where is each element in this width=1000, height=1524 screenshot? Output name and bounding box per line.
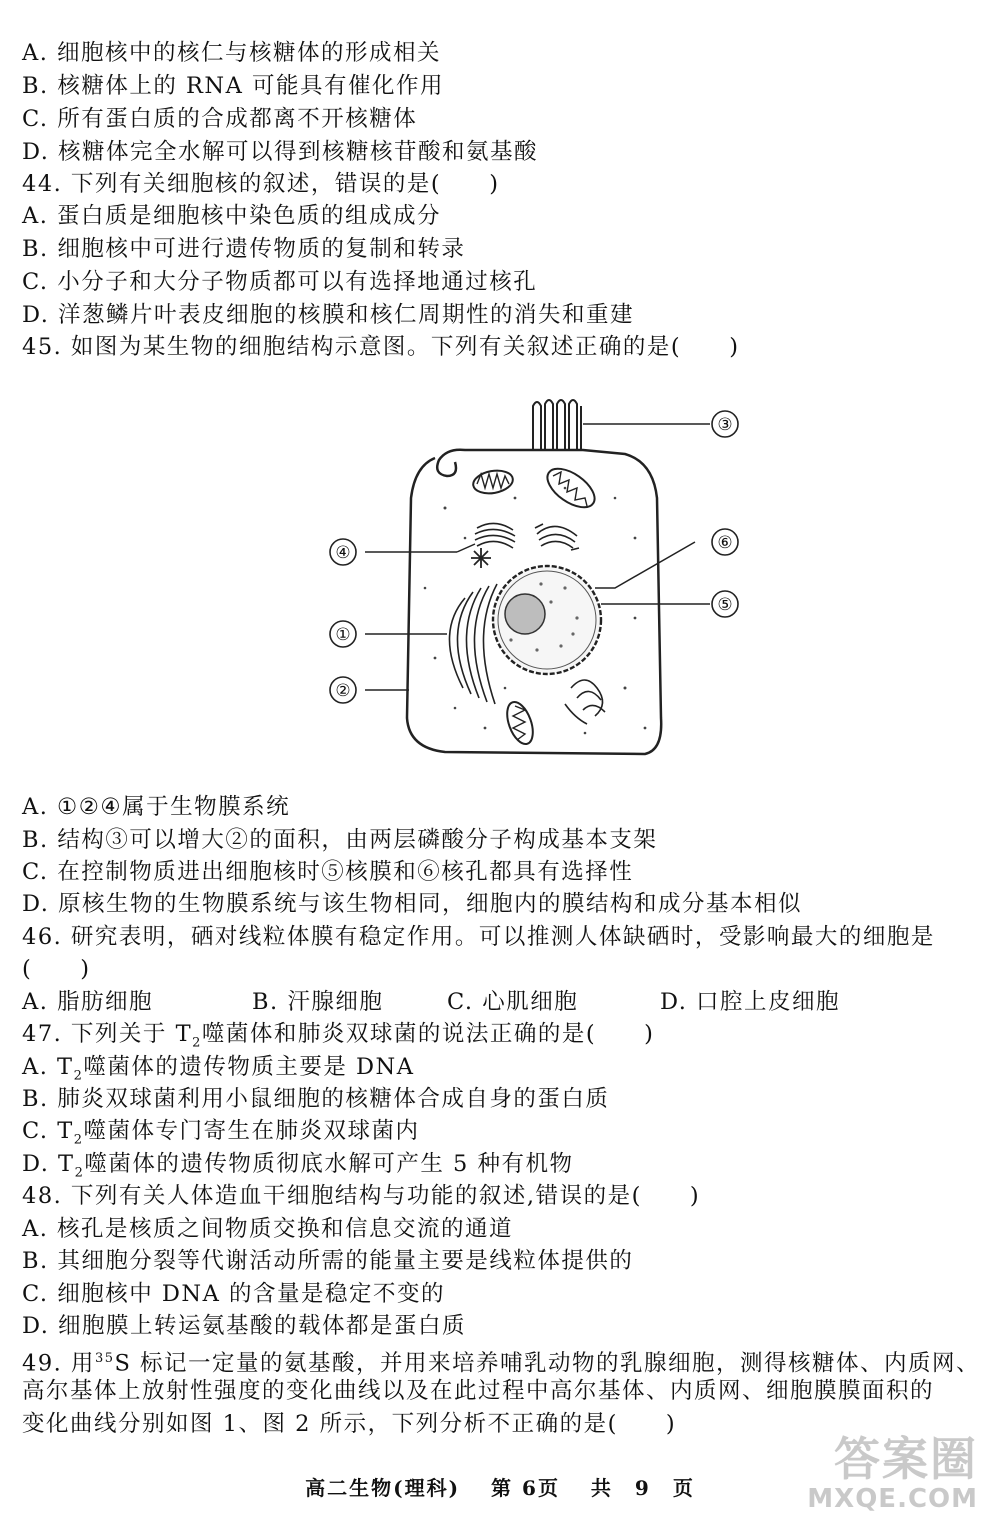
q46-blank: ( ) xyxy=(22,956,91,982)
q46-option-d: D. 口腔上皮细胞 xyxy=(660,989,841,1015)
page-footer: 高二生物(理科) 第 6页 共 9 页 xyxy=(305,1476,695,1500)
q46-option-b: B. 汗腺细胞 xyxy=(252,989,384,1015)
q49-stem-line1: 49. 用$^{35}$S 标记一定量的氨基酸，并用来培养哺乳动物的乳腺细胞，测得核糖体、内质网、 xyxy=(22,1350,981,1377)
label-2: ② xyxy=(335,681,351,701)
q46-option-a: A. 脂肪细胞 xyxy=(22,989,154,1015)
microvilli xyxy=(533,400,581,450)
q43-option-b: B. 核糖体上的 RNA 可能具有催化作用 xyxy=(22,73,445,99)
cell-structure-diagram xyxy=(315,388,855,778)
q44-option-b: B. 细胞核中可进行遗传物质的复制和转录 xyxy=(22,236,466,262)
q47-option-d: D. $T_2$噬菌体的遗传物质彻底水解可产生 5 种有机物 xyxy=(22,1151,574,1181)
label-5: ⑤ xyxy=(717,595,733,615)
label-1: ① xyxy=(335,625,351,645)
q45-option-a: A. ①②④属于生物膜系统 xyxy=(22,794,291,820)
q43-option-a: A. 细胞核中的核仁与核糖体的形成相关 xyxy=(22,40,442,66)
nucleus xyxy=(493,566,601,674)
q43-option-d: D. 核糖体完全水解可以得到核糖核苷酸和氨基酸 xyxy=(22,139,539,165)
q47-option-a: A. $T_2$噬菌体的遗传物质主要是 DNA xyxy=(22,1054,415,1084)
watermark xyxy=(807,1434,978,1514)
q45-option-b: B. 结构③可以增大②的面积，由两层磷酸分子构成基本支架 xyxy=(22,827,658,853)
centrosome xyxy=(471,548,491,568)
q49-stem-line2: 高尔基体上放射性强度的变化曲线以及在此过程中高尔基体、内质网、细胞膜膜面积的 xyxy=(22,1378,935,1404)
q48-option-c: C. 细胞核中 DNA 的含量是稳定不变的 xyxy=(22,1281,445,1307)
watermark-logo-text: 答案圈 xyxy=(834,1432,978,1486)
q48-option-b: B. 其细胞分裂等代谢活动所需的能量主要是线粒体提供的 xyxy=(22,1248,634,1274)
golgi-apparatus xyxy=(475,523,579,550)
q48-option-a: A. 核孔是核质之间物质交换和信息交流的通道 xyxy=(22,1216,514,1242)
label-6: ⑥ xyxy=(717,533,733,553)
q45-option-c: C. 在控制物质进出细胞核时⑤核膜和⑥核孔都具有选择性 xyxy=(22,859,634,885)
q45-stem: 45. 如图为某生物的细胞结构示意图。下列有关叙述正确的是( ) xyxy=(22,334,740,360)
q48-option-d: D. 细胞膜上转运氨基酸的载体都是蛋白质 xyxy=(22,1313,467,1339)
endoplasmic-reticulum xyxy=(449,584,497,704)
q46-stem: 46. 研究表明，硒对线粒体膜有稳定作用。可以推测人体缺硒时，受影响最大的细胞是 xyxy=(22,924,935,950)
q48-stem: 48. 下列有关人体造血干细胞结构与功能的叙述,错误的是( ) xyxy=(22,1183,701,1209)
label-3: ③ xyxy=(717,415,733,435)
watermark-url: MXQE.COM xyxy=(807,1484,978,1514)
label-4: ④ xyxy=(335,543,351,563)
q47-option-b: B. 肺炎双球菌利用小鼠细胞的核糖体合成自身的蛋白质 xyxy=(22,1086,610,1112)
q45-option-d: D. 原核生物的生物膜系统与该生物相同，细胞内的膜结构和成分基本相似 xyxy=(22,891,803,917)
q47-stem: 47. 下列关于 $T_2$噬菌体和肺炎双球菌的说法正确的是( ) xyxy=(22,1021,655,1051)
q47-option-c: C. $T_2$噬菌体专门寄生在肺炎双球菌内 xyxy=(22,1118,420,1148)
q49-stem-line3: 变化曲线分别如图 1、图 2 所示，下列分析不正确的是( ) xyxy=(22,1411,677,1437)
q44-option-c: C. 小分子和大分子物质都可以有选择地通过核孔 xyxy=(22,269,538,295)
q43-option-c: C. 所有蛋白质的合成都离不开核糖体 xyxy=(22,106,418,132)
q44-option-a: A. 蛋白质是细胞核中染色质的组成成分 xyxy=(22,203,442,229)
q44-option-d: D. 洋葱鳞片叶表皮细胞的核膜和核仁周期性的消失和重建 xyxy=(22,302,635,328)
smooth-er xyxy=(565,680,605,724)
q44-stem: 44. 下列有关细胞核的叙述，错误的是( ) xyxy=(22,171,500,197)
q46-option-c: C. 心肌细胞 xyxy=(447,989,579,1015)
